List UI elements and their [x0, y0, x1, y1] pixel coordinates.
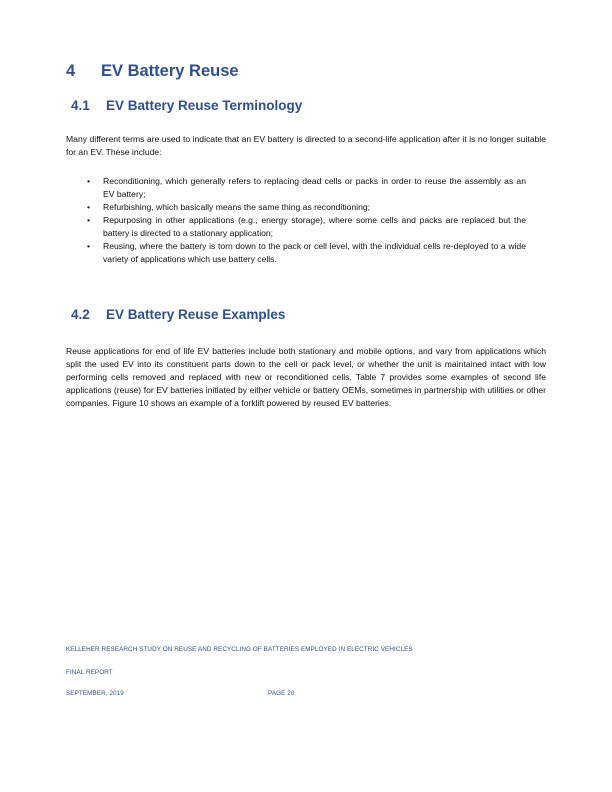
chapter-heading	[66, 62, 239, 81]
list-item	[66, 214, 546, 240]
list-item-text: Reconditioning, which generally refers to replacing dead cells or packs in order to reuse the assembly as an EV battery;	[103, 176, 526, 199]
section-heading-4-1	[71, 98, 302, 113]
list-item-text: Refurbishing, which basically means the same thing as reconditioning;	[103, 202, 371, 212]
chapter-title: EV Battery Reuse	[101, 62, 239, 80]
list-item	[66, 240, 546, 266]
footer-date: SEPTEMBER, 2019	[66, 690, 124, 697]
bullet-icon: •	[87, 176, 91, 186]
list-item	[66, 175, 546, 201]
section-number: 4.1	[71, 98, 90, 113]
terminology-list	[66, 175, 546, 266]
bullet-icon: •	[87, 215, 91, 225]
footer-study-title: KELLEHER RESEARCH STUDY ON REUSE AND RECYCLING OF BATTERIES EMPLOYED IN ELECTRIC VEHICLES	[66, 646, 413, 653]
examples-paragraph: Reuse applications for end of life EV batteries include both stationary and mobile options, and vary from applications which split the used EV into its constituent parts down to the cell or pack level, or whether the unit is maintained intact with low performing cells removed and replaced with new or reconditioned cells. Table 7 provides some examples of second life applications (reuse) for EV batteries initiated by either vehicle or battery OEMs, sometimes in partnership with utilities or other companies. Figure 10 shows an example of a forklift powered by reused EV batteries.	[66, 346, 546, 408]
list-item-text: Reusing, where the battery is torn down to the pack or cell level, with the individual cells re-deployed to a wide variety of applications which use battery cells.	[103, 241, 526, 264]
footer-report-type: FINAL REPORT	[66, 669, 113, 676]
section-heading-4-2	[71, 307, 285, 322]
bullet-icon: •	[87, 202, 91, 212]
list-item-text: Repurposing in other applications (e.g., energy storage), where some cells and packs are replaced but the battery is directed to a stationary application;	[103, 215, 526, 238]
section-title: EV Battery Reuse Terminology	[106, 98, 303, 113]
footer-page-number: PAGE 20	[268, 690, 295, 697]
section-title: EV Battery Reuse Examples	[106, 307, 286, 322]
list-item	[66, 201, 546, 214]
section-number: 4.2	[71, 307, 90, 322]
chapter-number: 4	[66, 62, 76, 80]
intro-paragraph: Many different terms are used to indicate that an EV battery is directed to a second-life application after it is no longer suitable for an EV. These include:	[66, 134, 546, 157]
bullet-icon: •	[87, 241, 91, 251]
